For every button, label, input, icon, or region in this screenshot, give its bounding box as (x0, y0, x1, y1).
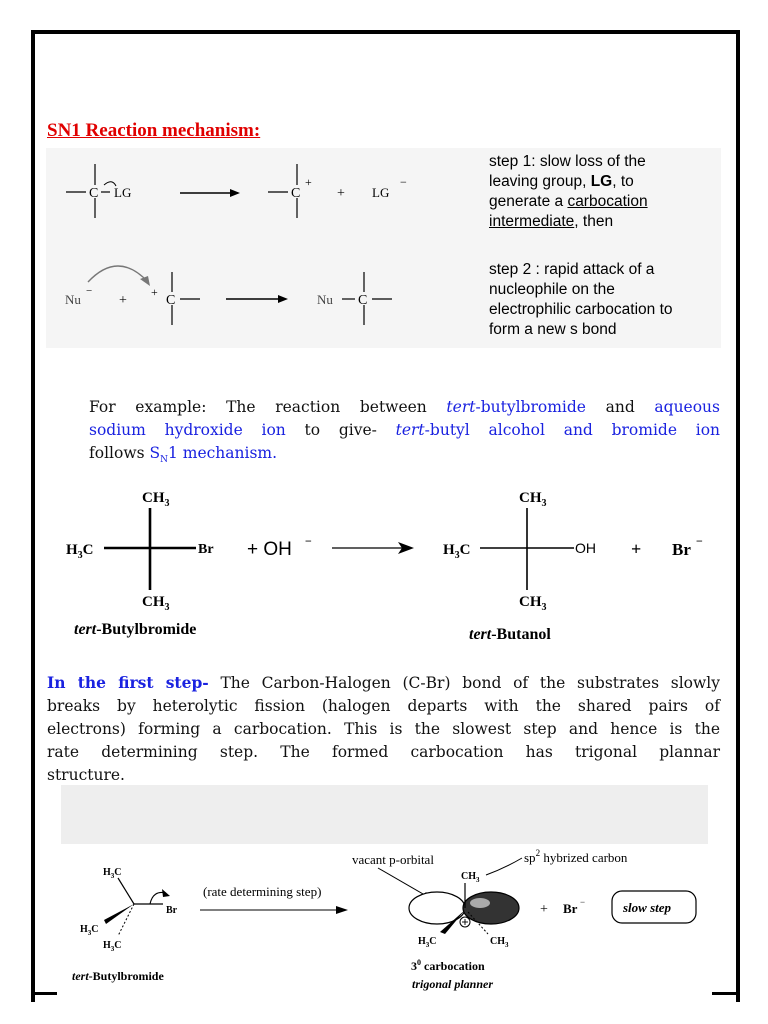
scheme-br: Br (166, 905, 178, 916)
left-h3c: $H_3C$ (66, 542, 94, 561)
step1-leaving-group: LG (372, 185, 390, 200)
step1-plus: + (337, 186, 345, 201)
name-tert-butylbromide: tert-Butylbromide (74, 621, 197, 638)
vacant-p-orbital-label: vacant p-orbital (352, 852, 434, 867)
step2-nu-charge: − (86, 285, 93, 297)
left-ch3-bottom: $CH_3$ (142, 594, 170, 613)
right-h3c: $H_3C$ (443, 542, 471, 561)
scheme-bromide-charge: − (580, 897, 586, 907)
trigonal-planner-label: trigonal planner (412, 977, 494, 991)
step1-product-carbon: C (291, 186, 301, 201)
plus-bromide: + (631, 539, 642, 559)
right-ch3-bottom: $CH_3$ (519, 594, 547, 613)
right-oh: OH (575, 540, 596, 556)
scheme-h3c-bottom: $H_3C$ (103, 940, 122, 953)
scheme-name-butylbromide: tert-Butylbromide (72, 969, 164, 983)
left-br: Br (198, 542, 214, 557)
step2-plus: + (119, 293, 127, 308)
scheme-bromide: Br (563, 901, 578, 916)
step2-nucleophile: Nu (65, 292, 81, 307)
name-tert-butanol: tert-Butanol (469, 626, 551, 643)
left-ch3-top: $CH_3$ (142, 490, 170, 509)
step2-cation-charge: + (151, 285, 158, 299)
right-ch3-top: $CH_3$ (519, 490, 547, 509)
scheme-h3c-top: $H_3C$ (103, 867, 122, 880)
step2-product-carbon: C (358, 293, 368, 308)
hydroxide-charge: − (305, 534, 312, 548)
step1-reactant-lg: LG (114, 185, 132, 200)
page-title: SN1 Reaction mechanism: (47, 120, 261, 141)
scheme-plus: + (540, 902, 548, 917)
carbocation-h3c: $H_3C$ (418, 936, 437, 949)
step1-lg-charge: − (400, 175, 407, 189)
carbocation-name: $3^0$ carbocation (411, 958, 485, 973)
carbocation-ch3-right: $CH_3$ (490, 936, 509, 949)
step1-reactant-carbon: C (89, 186, 99, 201)
rate-determining-label: (rate determining step) (203, 884, 322, 899)
sp2-label: $sp^2$ hybrized carbon (524, 848, 628, 865)
bromide-ion: Br (672, 540, 691, 559)
first-step-paragraph: In the first step- The Carbon-Halogen (C-Br) bond of the substrates slowly breaks by heterolytic fission (halogen departs with the shared pairs of electrons) forming a carbocation. This is the slowest step and hence is the rate determining step. The formed carbocation has trigonal plannar structure. (47, 673, 720, 784)
step1-description: step 1: slow loss of the leaving group, LG, to generate a carbocation intermediate, then (489, 153, 648, 230)
scheme-h3c-left: $H_3C$ (80, 924, 99, 937)
step2-carbon: C (166, 293, 176, 308)
bromide-charge: − (696, 534, 703, 548)
step2-description: step 2 : rapid attack of a nucleophile on the electrophilic carbocation to form a new s bond (489, 261, 673, 338)
step1-cation-charge: + (305, 175, 312, 189)
step2-product-nu: Nu (317, 292, 333, 307)
slow-step-label: slow step (623, 900, 672, 915)
plus-hydroxide: + OH (247, 539, 292, 560)
carbocation-ch3-top: $CH_3$ (461, 871, 480, 884)
example-paragraph: For example: The reaction between tert-butylbromide and aqueous sodium hydroxide ion to give- tert-butyl alcohol and bromide ion follows $S_N1$ mechanism. (89, 398, 721, 466)
